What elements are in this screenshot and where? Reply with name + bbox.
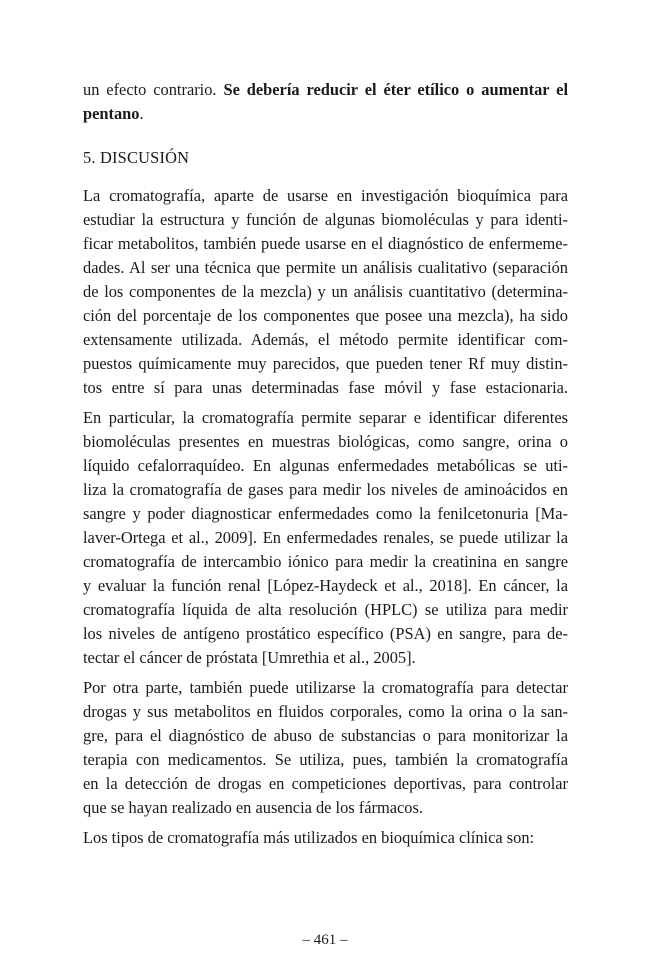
paragraph-line: drogas y sus metabolitos en fluidos corporales, como la orina o la san-	[83, 702, 568, 721]
intro-line-1	[83, 78, 568, 102]
intro-period: .	[139, 104, 144, 123]
paragraph-line: ción del porcentaje de los componentes que posee una mezcla), ha sido	[83, 306, 568, 325]
page-number: – 461 –	[302, 932, 348, 948]
paragraph-line: dades. Al ser una técnica que permite un análisis cualitativo (separación	[83, 258, 568, 277]
paragraph-2	[83, 406, 568, 670]
paragraph-line: cromatografía de intercambio iónico para medir la creatinina en sangre	[83, 552, 568, 571]
paragraph-line: Los tipos de cromatografía más utilizados en bioquímica clínica son:	[83, 828, 535, 847]
intro-paragraph	[83, 78, 568, 126]
paragraph-line: Por otra parte, también puede utilizarse la cromatografía para detectar	[83, 678, 568, 697]
paragraph-line: La cromatografía, aparte de usarse en investigación bioquímica para	[83, 186, 568, 205]
intro-bold-text: Se debería reducir el éter etílico o aumentar el	[223, 80, 568, 99]
paragraph-line: liza la cromatografía de gases para medir los niveles de aminoácidos en	[83, 480, 568, 499]
paragraph-line: que se hayan realizado en ausencia de los fármacos.	[83, 798, 423, 817]
paragraph-line: biomoléculas presentes en muestras biológicas, como sangre, orina o	[83, 432, 568, 451]
paragraph-line: laver-Ortega et al., 2009]. En enfermedades renales, se puede utilizar la	[83, 528, 568, 547]
paragraph-line: extensamente utilizada. Además, el método permite identificar com-	[83, 330, 568, 349]
paragraph-line: puestos químicamente muy parecidos, que pueden tener Rf muy distin-	[83, 354, 568, 373]
paragraph-line: tectar el cáncer de próstata [Umrethia et al., 2005].	[83, 648, 416, 667]
page-body	[83, 78, 568, 850]
intro-line-2	[83, 102, 568, 126]
paragraph-line: los niveles de antígeno prostático específico (PSA) en sangre, para de-	[83, 624, 568, 643]
paragraph-4	[83, 826, 568, 850]
paragraph-line: En particular, la cromatografía permite separar e identificar diferentes	[83, 408, 568, 427]
paragraph-line: gre, para el diagnóstico de abuso de substancias o para monitorizar la	[83, 726, 568, 745]
paragraph-line: líquido cefalorraquídeo. En algunas enfermedades metabólicas se uti-	[83, 456, 568, 475]
paragraph-line: sangre y poder diagnosticar enfermedades como la fenilcetonuria [Ma-	[83, 504, 568, 523]
intro-text: un efecto contrario.	[83, 80, 224, 99]
section-heading: 5. DISCUSIÓN	[83, 148, 190, 167]
paragraph-line: tos entre sí para unas determinadas fase móvil y fase estacionaria.	[83, 378, 568, 397]
paragraph-line: de los componentes de la mezcla) y un análisis cuantitativo (determina-	[83, 282, 568, 301]
paragraph-line: en la detección de drogas en competiciones deportivas, para controlar	[83, 774, 568, 793]
paragraph-line: ficar metabolitos, también puede usarse en el diagnóstico de enfermeme-	[83, 234, 568, 253]
paragraph-line: estudiar la estructura y función de algunas biomoléculas y para identi-	[83, 210, 568, 229]
paragraph-line: terapia con medicamentos. Se utiliza, pues, también la cromatografía	[83, 750, 568, 769]
paragraph-3	[83, 676, 568, 820]
paragraph-1	[83, 184, 568, 400]
paragraph-line: y evaluar la función renal [López-Haydeck et al., 2018]. En cáncer, la	[83, 576, 568, 595]
intro-bold-end: pentano	[83, 104, 140, 123]
paragraph-line: cromatografía líquida de alta resolución (HPLC) se utiliza para medir	[83, 600, 568, 619]
